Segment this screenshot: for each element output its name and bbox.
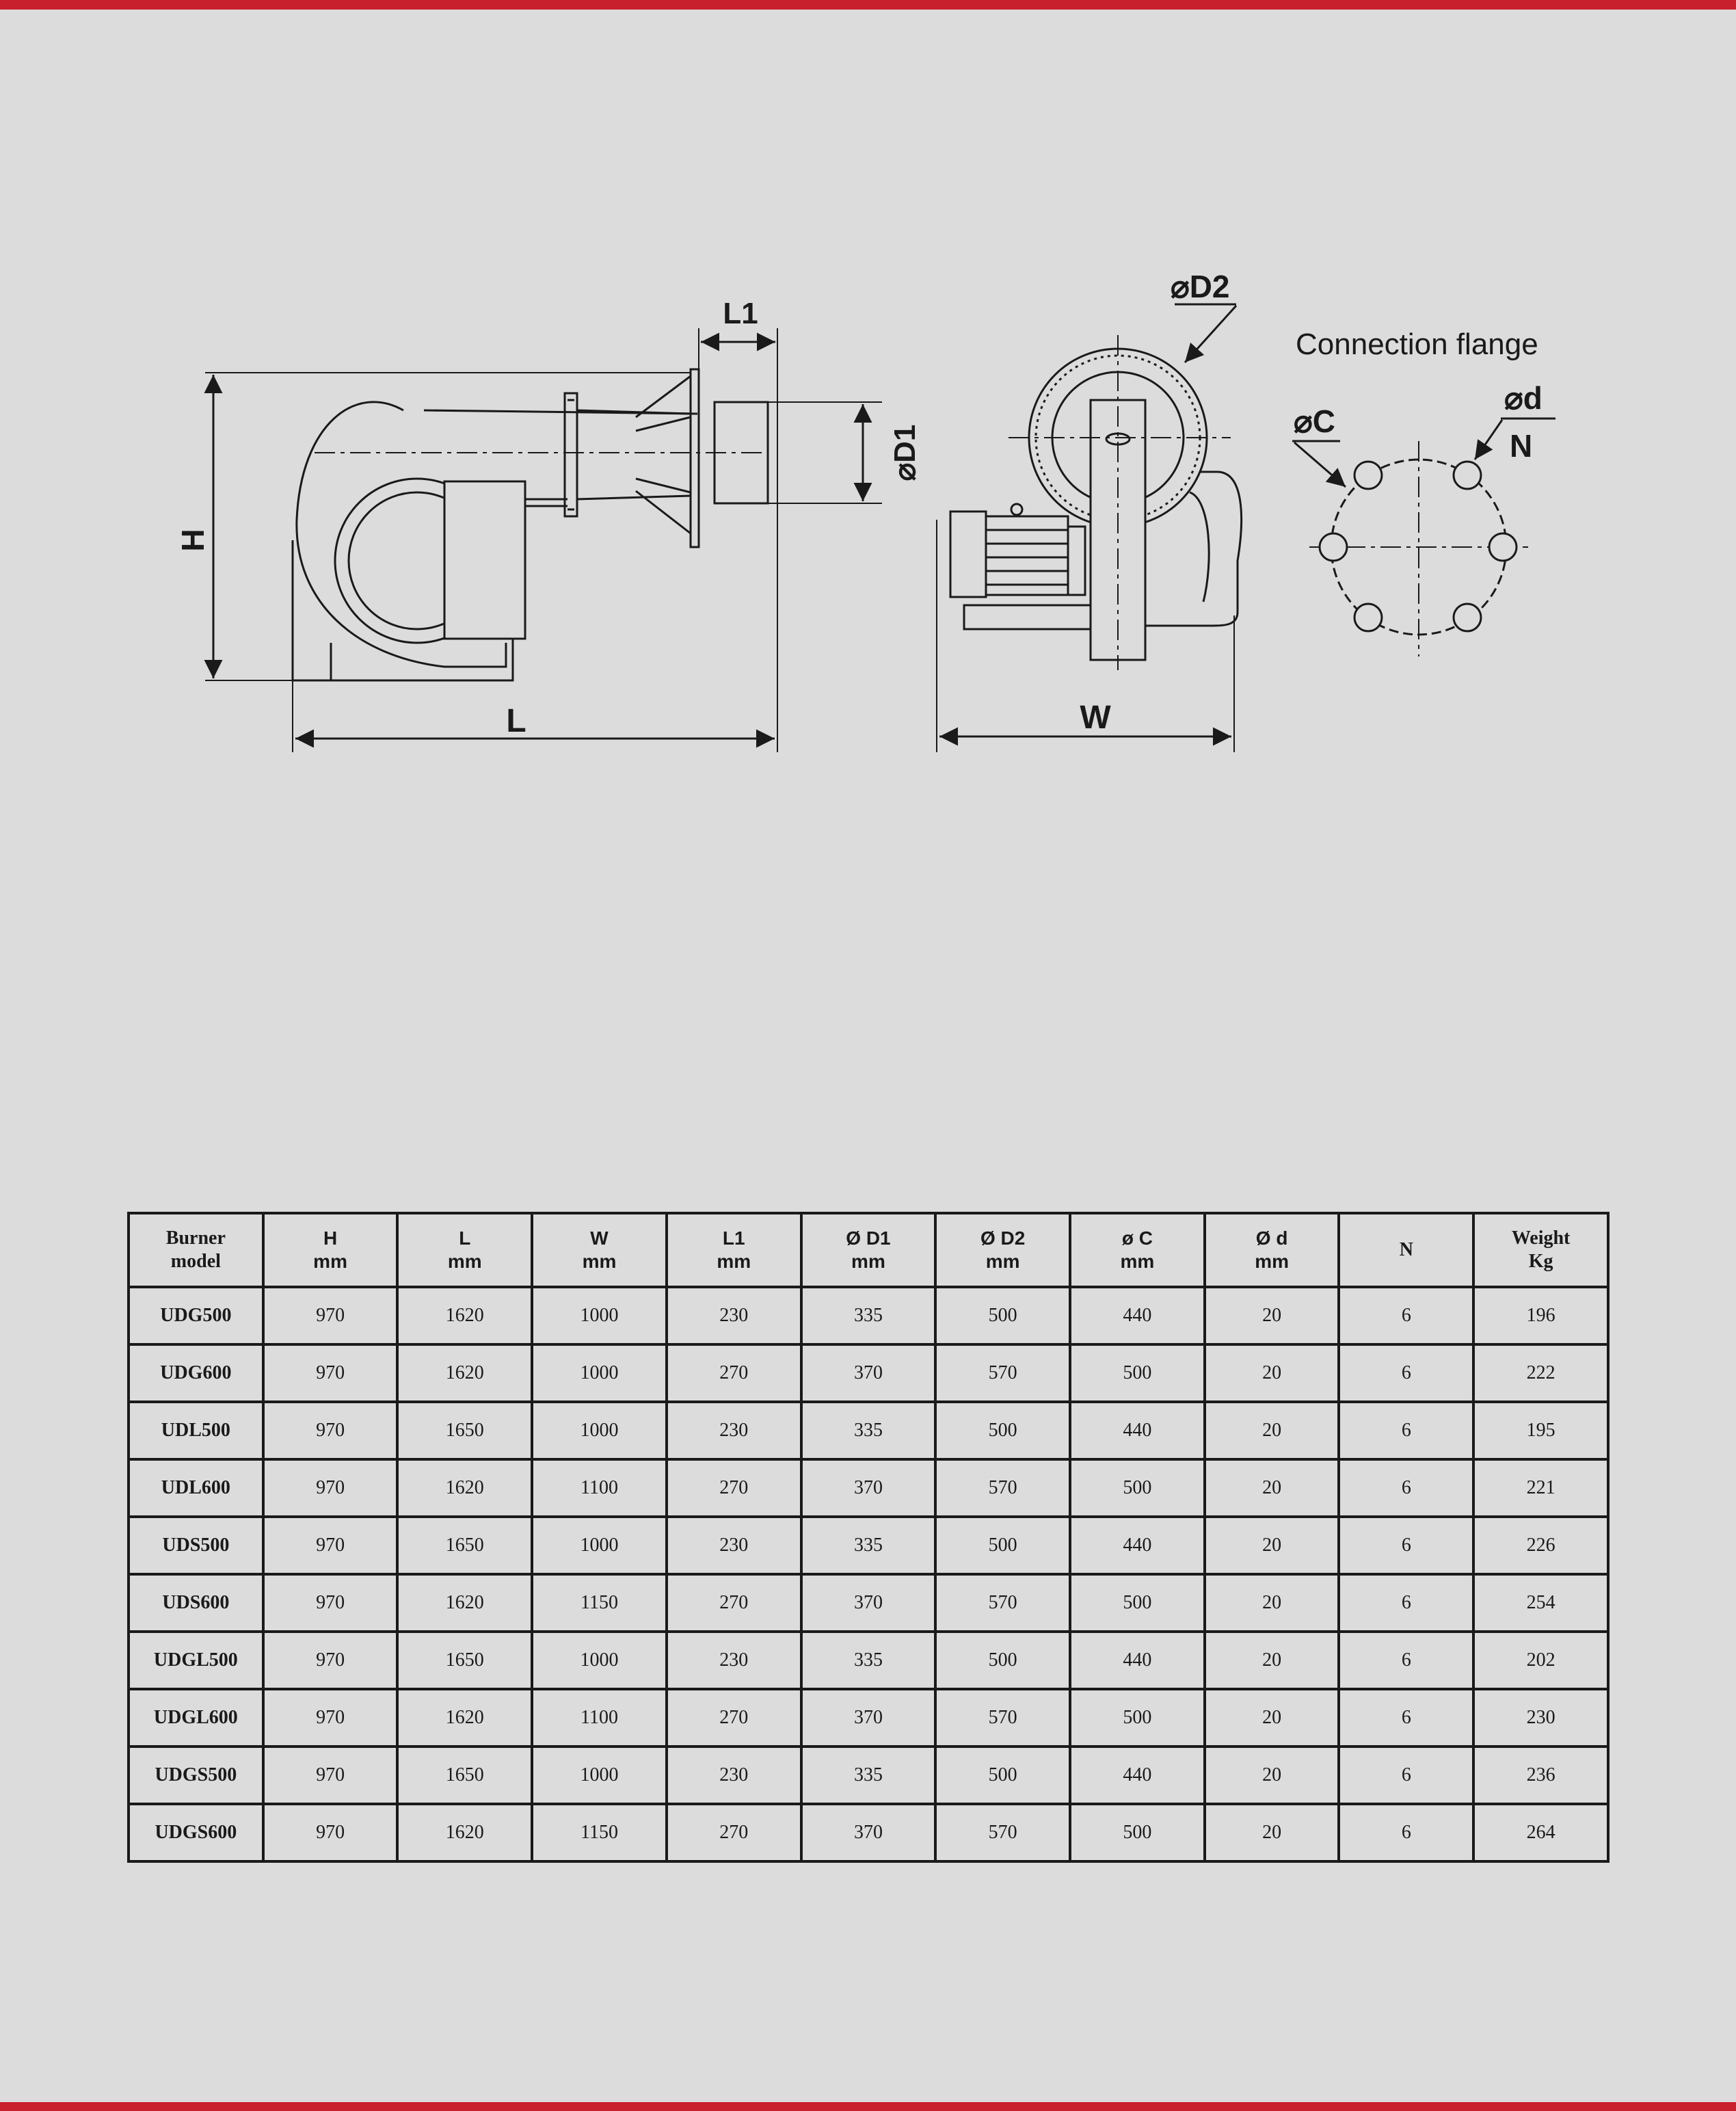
table-cell: 20 — [1205, 1689, 1339, 1747]
table-cell: 254 — [1473, 1574, 1608, 1632]
table-cell: 6 — [1339, 1287, 1473, 1344]
cell-model: UDS500 — [129, 1517, 263, 1574]
table-body — [129, 1287, 1608, 1861]
table-cell: 20 — [1205, 1344, 1339, 1402]
cell-model: UDGS500 — [129, 1747, 263, 1804]
table-cell: 570 — [935, 1459, 1070, 1517]
table-cell: 222 — [1473, 1344, 1608, 1402]
cell-model: UDG500 — [129, 1287, 263, 1344]
table-cell: 20 — [1205, 1402, 1339, 1459]
col-header-w: W mm — [532, 1213, 667, 1287]
bottom-accent-bar — [0, 2102, 1736, 2111]
table-cell: 500 — [935, 1287, 1070, 1344]
label-l1: L1 — [723, 297, 758, 330]
table-cell: 1620 — [397, 1574, 532, 1632]
table-cell: 20 — [1205, 1517, 1339, 1574]
table-cell: 1650 — [397, 1402, 532, 1459]
table-row — [129, 1747, 1608, 1804]
table-cell: 370 — [801, 1574, 936, 1632]
table-cell: 440 — [1070, 1402, 1205, 1459]
table-cell: 1650 — [397, 1517, 532, 1574]
table-cell: 270 — [667, 1344, 801, 1402]
table-cell: 230 — [667, 1402, 801, 1459]
table-cell: 335 — [801, 1287, 936, 1344]
label-l: L — [506, 703, 526, 739]
table-cell: 970 — [263, 1287, 398, 1344]
table-cell: 335 — [801, 1632, 936, 1689]
table-cell: 6 — [1339, 1402, 1473, 1459]
table-cell: 440 — [1070, 1517, 1205, 1574]
table-cell: 1000 — [532, 1632, 667, 1689]
table-cell: 1000 — [532, 1344, 667, 1402]
col-header-d: Ø d mm — [1205, 1213, 1339, 1287]
table-cell: 20 — [1205, 1574, 1339, 1632]
col-header-weight: Weight Kg — [1473, 1213, 1608, 1287]
table-row — [129, 1804, 1608, 1861]
table-cell: 195 — [1473, 1402, 1608, 1459]
table-cell: 20 — [1205, 1459, 1339, 1517]
table-cell: 440 — [1070, 1287, 1205, 1344]
table-cell: 270 — [667, 1804, 801, 1861]
table-cell: 1620 — [397, 1344, 532, 1402]
table-cell: 20 — [1205, 1287, 1339, 1344]
table-cell: 1620 — [397, 1459, 532, 1517]
table-row — [129, 1574, 1608, 1632]
label-d: ⌀d — [1504, 380, 1543, 416]
col-header-n: N — [1339, 1213, 1473, 1287]
table-cell: 335 — [801, 1747, 936, 1804]
table-header-row — [129, 1213, 1608, 1287]
label-d2: ⌀D2 — [1171, 269, 1230, 304]
col-header-d2: Ø D2 mm — [935, 1213, 1070, 1287]
table-cell: 270 — [667, 1689, 801, 1747]
table-cell: 230 — [667, 1747, 801, 1804]
table-cell: 230 — [1473, 1689, 1608, 1747]
cell-model: UDGL500 — [129, 1632, 263, 1689]
table-cell: 1650 — [397, 1747, 532, 1804]
table-row — [129, 1689, 1608, 1747]
table-cell: 1100 — [532, 1689, 667, 1747]
col-header-model: Burner model — [129, 1213, 263, 1287]
label-n: N — [1510, 428, 1533, 464]
table-cell: 270 — [667, 1459, 801, 1517]
table-row — [129, 1402, 1608, 1459]
table-row — [129, 1517, 1608, 1574]
table-cell: 500 — [935, 1517, 1070, 1574]
table-cell: 970 — [263, 1459, 398, 1517]
table-cell: 264 — [1473, 1804, 1608, 1861]
table-cell: 440 — [1070, 1632, 1205, 1689]
table-cell: 1150 — [532, 1804, 667, 1861]
label-c: ⌀C — [1294, 403, 1335, 439]
table-cell: 970 — [263, 1517, 398, 1574]
table-cell: 500 — [1070, 1344, 1205, 1402]
table-cell: 1000 — [532, 1747, 667, 1804]
col-header-h: H mm — [263, 1213, 398, 1287]
table-cell: 6 — [1339, 1632, 1473, 1689]
table-cell: 500 — [935, 1632, 1070, 1689]
table-cell: 1650 — [397, 1632, 532, 1689]
table-cell: 335 — [801, 1402, 936, 1459]
table-cell: 970 — [263, 1747, 398, 1804]
table-cell: 970 — [263, 1804, 398, 1861]
table-cell: 500 — [1070, 1574, 1205, 1632]
table-cell: 1150 — [532, 1574, 667, 1632]
table-row — [129, 1344, 1608, 1402]
table-cell: 196 — [1473, 1287, 1608, 1344]
table-cell: 1000 — [532, 1287, 667, 1344]
table-cell: 20 — [1205, 1632, 1339, 1689]
table-cell: 570 — [935, 1574, 1070, 1632]
cell-model: UDGL600 — [129, 1689, 263, 1747]
table-cell: 370 — [801, 1459, 936, 1517]
table-cell: 970 — [263, 1689, 398, 1747]
table-cell: 1620 — [397, 1689, 532, 1747]
table-cell: 970 — [263, 1344, 398, 1402]
table-cell: 6 — [1339, 1517, 1473, 1574]
cell-model: UDGS600 — [129, 1804, 263, 1861]
table-cell: 1620 — [397, 1287, 532, 1344]
table-cell: 335 — [801, 1517, 936, 1574]
front-view — [937, 304, 1242, 752]
col-header-c: ø C mm — [1070, 1213, 1205, 1287]
side-view — [205, 328, 882, 752]
col-header-l: L mm — [397, 1213, 532, 1287]
table-cell: 440 — [1070, 1747, 1205, 1804]
table-cell: 1620 — [397, 1804, 532, 1861]
technical-drawing — [0, 0, 1736, 821]
cell-model: UDL500 — [129, 1402, 263, 1459]
flange-title: Connection flange — [1296, 328, 1538, 361]
table-cell: 370 — [801, 1344, 936, 1402]
col-header-l1: L1 mm — [667, 1213, 801, 1287]
burner-spec-table — [127, 1212, 1610, 1863]
table-cell: 202 — [1473, 1632, 1608, 1689]
table-cell: 570 — [935, 1344, 1070, 1402]
table-row — [129, 1287, 1608, 1344]
table-cell: 1000 — [532, 1517, 667, 1574]
table-cell: 370 — [801, 1804, 936, 1861]
cell-model: UDL600 — [129, 1459, 263, 1517]
label-d1: ⌀D1 — [888, 424, 922, 481]
table-cell: 230 — [667, 1287, 801, 1344]
label-w: W — [1080, 700, 1111, 736]
table-cell: 500 — [1070, 1459, 1205, 1517]
table-cell: 500 — [935, 1402, 1070, 1459]
table-cell: 236 — [1473, 1747, 1608, 1804]
table-cell: 500 — [1070, 1804, 1205, 1861]
table-cell: 970 — [263, 1402, 398, 1459]
table-cell: 970 — [263, 1632, 398, 1689]
table-cell: 500 — [1070, 1689, 1205, 1747]
table-cell: 20 — [1205, 1804, 1339, 1861]
cell-model: UDS600 — [129, 1574, 263, 1632]
table-cell: 20 — [1205, 1747, 1339, 1804]
table-cell: 6 — [1339, 1574, 1473, 1632]
table-cell: 6 — [1339, 1459, 1473, 1517]
table-cell: 6 — [1339, 1344, 1473, 1402]
table-cell: 6 — [1339, 1804, 1473, 1861]
table-cell: 970 — [263, 1574, 398, 1632]
col-header-d1: Ø D1 mm — [801, 1213, 936, 1287]
table-cell: 230 — [667, 1632, 801, 1689]
table-cell: 226 — [1473, 1517, 1608, 1574]
table-cell: 6 — [1339, 1747, 1473, 1804]
table-cell: 570 — [935, 1689, 1070, 1747]
table-cell: 570 — [935, 1804, 1070, 1861]
cell-model: UDG600 — [129, 1344, 263, 1402]
table-cell: 370 — [801, 1689, 936, 1747]
table-cell: 500 — [935, 1747, 1070, 1804]
table-cell: 1000 — [532, 1402, 667, 1459]
table-row — [129, 1632, 1608, 1689]
table-cell: 1100 — [532, 1459, 667, 1517]
table-cell: 270 — [667, 1574, 801, 1632]
table-cell: 221 — [1473, 1459, 1608, 1517]
label-h: H — [175, 529, 211, 552]
table-cell: 6 — [1339, 1689, 1473, 1747]
table-row — [129, 1459, 1608, 1517]
table-cell: 230 — [667, 1517, 801, 1574]
